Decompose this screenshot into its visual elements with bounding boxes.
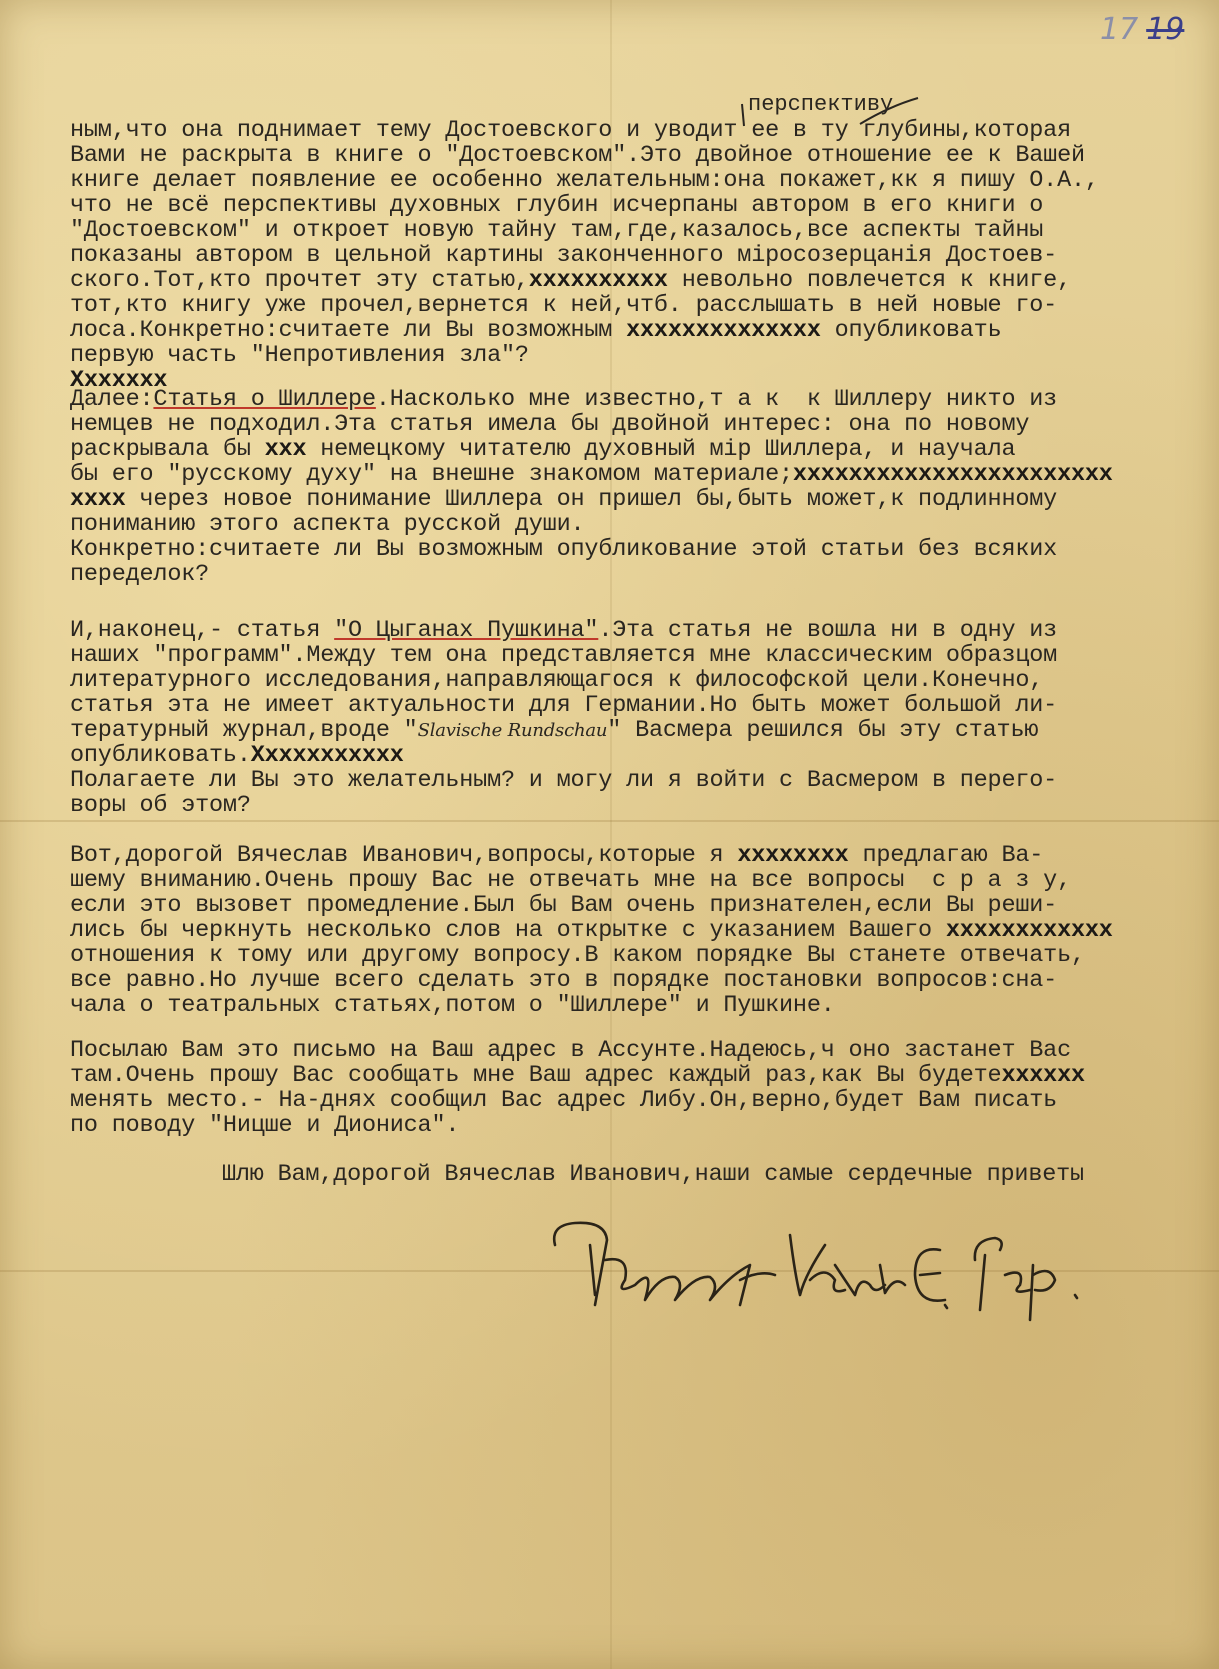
text-line: переделок?	[70, 561, 210, 588]
paragraph-pushkin	[70, 618, 1057, 818]
struck-out-text: xxxxxxxxxxxxxxxxxxxxxxx	[792, 461, 1113, 488]
underlined-title: "О Цыганах Пушкина"	[334, 617, 599, 644]
text-line: Конкретно:считаете ли Вы возможным опубликование этой статьи без всяких	[70, 536, 1058, 563]
text-line: немцев не подходил.Эта статья имела бы двойной интерес: она по новому	[70, 411, 1030, 438]
text-line: литературного исследования,направляющагося к философской цели.Конечно,	[70, 667, 1044, 694]
text-line: все равно.Но лучше всего сделать это в порядке постановки вопросов:сна-	[70, 967, 1058, 994]
text-line: отношения к тому или другому вопросу.В каком порядке Вы станете отвечать,	[70, 942, 1085, 969]
text-line: там.Очень прошу Вас сообщать мне Ваш адрес каждый раз,как Вы будетеxxxxxx	[70, 1062, 1085, 1089]
text-line: если это вызовет промедление.Был бы Вам очень признателен,если Вы реши-	[70, 892, 1058, 919]
text-line: ского.Тот,кто прочтет эту статью,xxxxxxxxxx невольно повлечется к книге,	[70, 267, 1071, 294]
paragraph-questions	[70, 843, 1113, 1018]
text-line: показаны автором в цельной картины законченного міросозерцанія Достоев-	[70, 242, 1058, 269]
handwritten-insertion: перспективу	[748, 92, 894, 117]
text-line: Вами не раскрыта в книге о "Достоевском".Это двойное отношение ее к Вашей	[70, 142, 1085, 169]
text-line: "Достоевском" и откроет новую тайну там,где,казалось,все аспекты тайны	[70, 217, 1044, 244]
text-line: воры об этом?	[70, 792, 251, 819]
text-line: пониманию этого аспекта русской души.	[70, 511, 585, 538]
text-line: бы его "русскому духу" на внешне знакомом материале;xxxxxxxxxxxxxxxxxxxxxxx	[70, 461, 1113, 488]
signature-text: Преданный Вам Е. Гер.	[535, 1331, 561, 1334]
archive-number-pencil: 17	[1100, 12, 1139, 47]
text-line: книге делает появление ее особенно желательным:она покажет,кк я пишу О.А.,	[70, 167, 1099, 194]
text-line: Посылаю Вам это письмо на Ваш адрес в Ассунте.Надеюсь,ч оно застанет Вас	[70, 1037, 1071, 1064]
text-line: шему вниманию.Очень прошу Вас не отвечать мне на все вопросы с р а з у,	[70, 867, 1071, 894]
text-line: чала о театральных статьях,потом о "Шиллере" и Пушкине.	[70, 992, 835, 1019]
handwritten-signature	[535, 1205, 1115, 1335]
text-line: лоса.Конкретно:считаете ли Вы возможным xxxxxxxxxxxxxx опубликовать	[70, 317, 1002, 344]
struck-out-text: Xxxxxxx	[70, 367, 168, 394]
text-line: наших "программ".Между тем она представляется мне классическим образцом	[70, 642, 1058, 669]
text-line: Далее:Статья о Шиллере.Насколько мне известно,т а к к Шиллеру никто из	[70, 386, 1058, 413]
text-line: ным,что она поднимает тему Достоевского и уводит ее в ту глубины,которая	[70, 117, 1071, 144]
paragraph-schiller	[70, 387, 1113, 587]
text-line: по поводу "Ницше и Диониса".	[70, 1112, 460, 1139]
text-line: лись бы черкнуть несколько слов на открытке с указанием Вашего xxxxxxxxxxxx	[70, 917, 1113, 944]
struck-out-text: xxx	[264, 436, 307, 463]
struck-out-text: Xxxxxxxxxxx	[250, 742, 404, 769]
struck-out-text: xxxxxxxxxx	[528, 267, 668, 294]
struck-out-text: xxxxxx	[1001, 1062, 1085, 1089]
text-line: первую часть "Непротивления зла"?	[70, 342, 529, 369]
paragraph-address	[70, 1038, 1085, 1138]
text-line: статья эта не имеет актуальности для Германии.Но быть может большой ли-	[70, 692, 1058, 719]
struck-out-text: xxxxxxxxxxxxxx	[626, 317, 821, 344]
paragraph-dostoevsky	[70, 118, 1099, 393]
text-line: И,наконец,- статья "О Цыганах Пушкина".Эта статья не вошла ни в одну из	[70, 617, 1058, 644]
struck-out-text: xxxx	[70, 486, 126, 513]
text-line: раскрывала бы xxx немецкому читателю духовный мір Шиллера, и научала	[70, 436, 1016, 463]
text-line: Полагаете ли Вы это желательным? и могу ли я войти с Васмером в перего-	[70, 767, 1058, 794]
text-line: что не всё перспективы духовных глубин исчерпаны автором в его книги о	[70, 192, 1044, 219]
underlined-title: Статья о Шиллере	[153, 386, 376, 413]
text-line: xxxx через новое понимание Шиллера он пришел бы,быть может,к подлинному	[70, 486, 1058, 513]
text-line: тературный журнал,вроде "Slavische Rundschau" Васмера решился бы эту статью	[70, 717, 1039, 744]
struck-out-text: xxxxxxxxxxxx	[945, 917, 1113, 944]
text-line: тот,кто книгу уже прочел,вернется к ней,чтб. расслышать в ней новые го-	[70, 292, 1058, 319]
struck-out-text: xxxxxxxx	[737, 842, 849, 869]
handwritten-journal-name: Slavische Rundschau	[417, 720, 608, 741]
archive-folio-number	[1100, 12, 1184, 47]
closing-line: Шлю Вам,дорогой Вячеслав Иванович,наши самые сердечные приветы	[222, 1161, 1084, 1188]
text-line: менять место.- На-днях сообщил Вас адрес Либу.Он,верно,будет Вам писать	[70, 1087, 1058, 1114]
text-line: опубликовать.Xxxxxxxxxxx	[70, 742, 404, 769]
archive-number-ink: 19	[1146, 12, 1185, 47]
text-line: Вот,дорогой Вячеслав Иванович,вопросы,которые я xxxxxxxx предлагаю Ва-	[70, 842, 1044, 869]
